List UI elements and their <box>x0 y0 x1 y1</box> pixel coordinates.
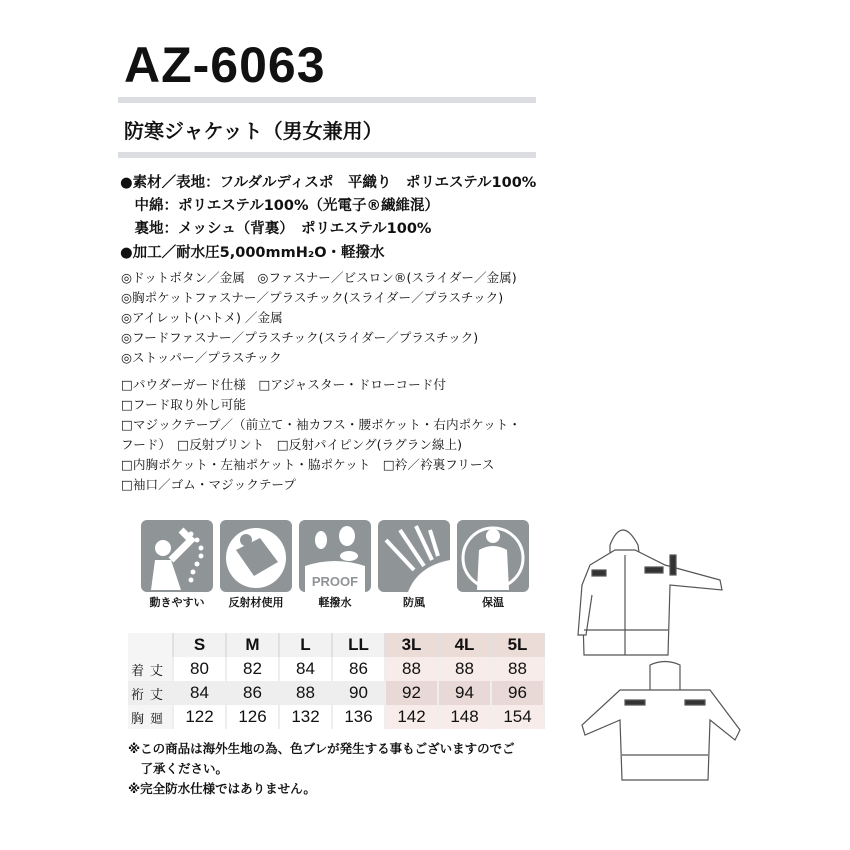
table-cell: 132 <box>279 705 332 729</box>
table-cell: 92 <box>385 681 438 705</box>
size-table <box>128 633 545 729</box>
icon-label: 反射材使用 <box>228 596 284 609</box>
table-cell: 94 <box>438 681 491 705</box>
table-cell: 142 <box>385 705 438 729</box>
material-line: ●素材／表地：フルダルディスポ 平織り ポリエステル100% <box>120 175 537 191</box>
icon-label: 保温 <box>482 596 504 609</box>
material-line: 裏地：メッシュ（背裏） ポリエステル100% <box>120 221 432 237</box>
row-label: 裄丈 <box>128 681 173 705</box>
table-header-row <box>128 633 544 657</box>
table-cell: 88 <box>438 657 491 681</box>
note: ※この商品は海外生地の為、色ブレが発生する事もございますのでご <box>128 741 515 756</box>
size-header: L <box>279 633 332 657</box>
size-header: M <box>226 633 279 657</box>
table-cell: 82 <box>226 657 279 681</box>
proof-badge: PROOF <box>311 574 359 589</box>
table-cell: 96 <box>491 681 544 705</box>
feature-line: □フード取り外し可能 <box>121 397 246 412</box>
divider <box>118 97 536 103</box>
part-line: ◎胸ポケットファスナー／プラスチック(スライダー／プラスチック) <box>121 290 504 305</box>
table-cell: 154 <box>491 705 544 729</box>
size-header: 4L <box>438 633 491 657</box>
table-cell: 90 <box>332 681 385 705</box>
row-label: 胸廻 <box>128 705 173 729</box>
table-cell: 148 <box>438 705 491 729</box>
processing-line: ●加工／耐水圧5,000mmH₂O・軽撥水 <box>120 245 385 261</box>
water-repellent-icon <box>299 520 371 592</box>
icon-label: 防風 <box>403 596 425 609</box>
part-line: ◎フードファスナー／プラスチック(スライダー／プラスチック) <box>121 330 479 345</box>
jacket-front-illustration <box>570 515 740 665</box>
product-code: AZ-6063 <box>124 37 326 93</box>
icon-label: 動きやすい <box>149 596 205 609</box>
feature-line: □内胸ポケット・左袖ポケット・脇ポケット □衿／衿裏フリース <box>121 457 495 472</box>
windproof-icon <box>378 520 450 592</box>
product-name: 防寒ジャケット（男女兼用） <box>124 119 383 143</box>
table-cell: 88 <box>491 657 544 681</box>
table-cell: 126 <box>226 705 279 729</box>
size-header: S <box>173 633 226 657</box>
feature-line: □袖口／ゴム・マジックテープ <box>121 477 296 492</box>
feature-line: □パウダーガード仕様 □アジャスター・ドローコード付 <box>121 377 446 392</box>
table-row <box>128 681 544 705</box>
part-line: ◎ドットボタン／金属 ◎ファスナー／ビスロン®(スライダー／金属) <box>121 270 517 285</box>
feature-line: フード） □反射プリント □反射パイピング(ラグラン線上) <box>121 437 463 452</box>
note: ※完全防水仕様ではありません。 <box>128 781 316 796</box>
table-cell: 84 <box>173 681 226 705</box>
size-header: LL <box>332 633 385 657</box>
row-label: 着丈 <box>128 657 173 681</box>
feature-line: □マジックテープ／（前立て・袖カフス・腰ポケット・右内ポケット・ <box>121 417 521 432</box>
easy-movement-icon <box>141 520 213 592</box>
size-header: 5L <box>491 633 544 657</box>
note: 了承ください。 <box>128 761 229 776</box>
part-line: ◎ストッパー／プラスチック <box>121 350 282 365</box>
table-cell: 80 <box>173 657 226 681</box>
reflective-material-icon <box>220 520 292 592</box>
icon-label: 軽撥水 <box>318 596 352 609</box>
table-cell: 88 <box>385 657 438 681</box>
size-header: 3L <box>385 633 438 657</box>
jacket-back-illustration <box>580 660 745 785</box>
table-cell: 136 <box>332 705 385 729</box>
table-cell: 86 <box>332 657 385 681</box>
divider <box>118 152 536 158</box>
table-row <box>128 657 544 681</box>
material-line: 中綿：ポリエステル100%（光電子®繊維混） <box>120 198 439 214</box>
table-cell: 86 <box>226 681 279 705</box>
table-cell: 88 <box>279 681 332 705</box>
warmth-icon <box>457 520 529 592</box>
part-line: ◎アイレット(ハトメ) ／金属 <box>121 310 283 325</box>
table-cell: 84 <box>279 657 332 681</box>
table-cell: 122 <box>173 705 226 729</box>
table-row <box>128 705 544 729</box>
